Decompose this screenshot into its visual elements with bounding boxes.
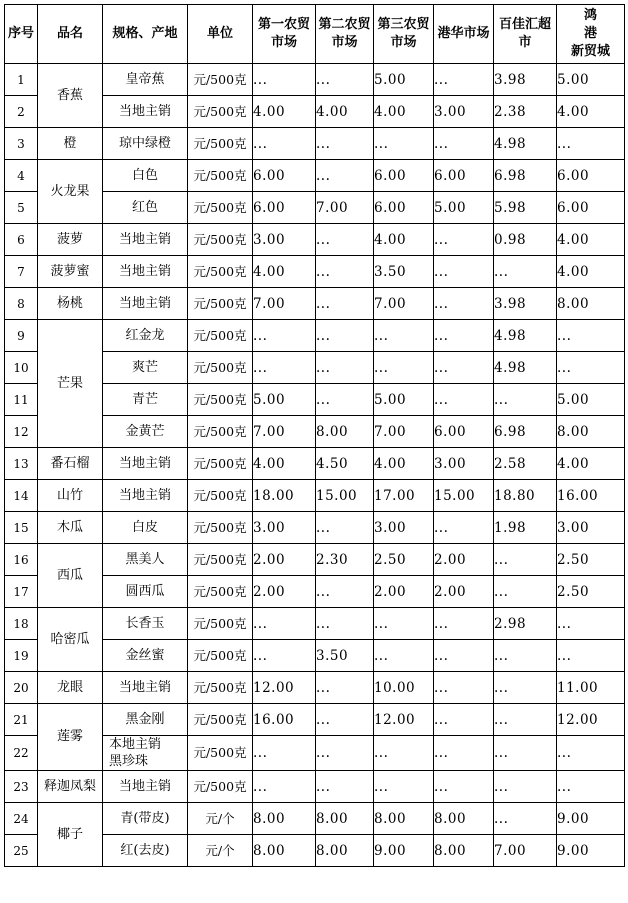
header-line: 市场	[331, 35, 358, 50]
price-market-1: 7.00	[253, 416, 316, 448]
row-spec: 当地主销	[103, 448, 188, 480]
table-row	[5, 803, 625, 835]
price-market-2: ...	[316, 288, 374, 320]
price-market-5: 18.80	[494, 480, 557, 512]
price-market-4: ...	[434, 256, 494, 288]
product-name: 龙眼	[38, 672, 103, 704]
header-market-4	[434, 5, 494, 64]
price-market-1: 8.00	[253, 803, 316, 835]
header-name: 品名	[38, 5, 103, 64]
price-market-1: ...	[253, 736, 316, 771]
table-row	[5, 704, 625, 736]
price-market-1: 2.00	[253, 576, 316, 608]
row-unit: 元/500克	[188, 224, 253, 256]
price-market-6: 3.00	[557, 512, 625, 544]
row-spec: 当地主销	[103, 480, 188, 512]
row-seq: 7	[5, 256, 38, 288]
price-market-3: 2.00	[374, 576, 434, 608]
row-unit: 元/500克	[188, 352, 253, 384]
row-unit: 元/500克	[188, 192, 253, 224]
price-market-5: 1.98	[494, 512, 557, 544]
price-market-5: 3.98	[494, 288, 557, 320]
price-market-4: ...	[434, 64, 494, 96]
price-market-6: 4.00	[557, 256, 625, 288]
row-unit: 元/500克	[188, 160, 253, 192]
price-market-5: 0.98	[494, 224, 557, 256]
price-market-1: ...	[253, 320, 316, 352]
price-market-1: 16.00	[253, 704, 316, 736]
product-name: 椰子	[38, 803, 103, 867]
price-market-3: 9.00	[374, 835, 434, 867]
row-seq: 17	[5, 576, 38, 608]
price-market-3: 2.50	[374, 544, 434, 576]
price-market-2: ...	[316, 384, 374, 416]
row-unit: 元/500克	[188, 576, 253, 608]
row-seq: 22	[5, 736, 38, 771]
price-market-3: 12.00	[374, 704, 434, 736]
price-market-5: 2.98	[494, 608, 557, 640]
row-spec: 爽芒	[103, 352, 188, 384]
table-row	[5, 128, 625, 160]
price-market-3: 4.00	[374, 96, 434, 128]
price-market-1: 5.00	[253, 384, 316, 416]
price-market-4: ...	[434, 352, 494, 384]
row-spec: 青芒	[103, 384, 188, 416]
table-row	[5, 771, 625, 803]
price-market-2: 8.00	[316, 803, 374, 835]
row-seq: 9	[5, 320, 38, 352]
header-market-5	[494, 5, 557, 64]
price-market-3: 10.00	[374, 672, 434, 704]
product-name: 莲雾	[38, 704, 103, 771]
header-line: 第三农贸	[377, 17, 430, 32]
price-market-3: ...	[374, 771, 434, 803]
header-unit: 单位	[188, 5, 253, 64]
header-market-1	[253, 5, 316, 64]
price-market-1: ...	[253, 128, 316, 160]
price-market-3: 7.00	[374, 288, 434, 320]
price-market-5: 5.98	[494, 192, 557, 224]
header-line: 鸿	[583, 8, 597, 23]
row-unit: 元/500克	[188, 640, 253, 672]
price-market-6: ...	[557, 128, 625, 160]
price-market-1: ...	[253, 352, 316, 384]
product-name: 芒果	[38, 320, 103, 448]
price-market-3: ...	[374, 352, 434, 384]
price-market-1: 18.00	[253, 480, 316, 512]
row-spec: 红(去皮)	[103, 835, 188, 867]
table-row	[5, 672, 625, 704]
price-market-1: 6.00	[253, 192, 316, 224]
price-market-2: ...	[316, 771, 374, 803]
price-market-3: 7.00	[374, 416, 434, 448]
price-market-4: 8.00	[434, 803, 494, 835]
price-market-3: 17.00	[374, 480, 434, 512]
price-market-2: ...	[316, 224, 374, 256]
product-name: 木瓜	[38, 512, 103, 544]
price-market-5: ...	[494, 704, 557, 736]
header-line: 百佳汇超	[498, 17, 551, 32]
row-seq: 12	[5, 416, 38, 448]
price-market-5: ...	[494, 576, 557, 608]
price-market-1: 12.00	[253, 672, 316, 704]
price-market-6: 6.00	[557, 160, 625, 192]
row-unit: 元/500克	[188, 512, 253, 544]
header-line: 港华市场	[437, 26, 490, 41]
header-spec: 规格、产地	[103, 5, 188, 64]
price-market-1: ...	[253, 640, 316, 672]
price-market-3: ...	[374, 736, 434, 771]
table-row	[5, 608, 625, 640]
price-market-4: 15.00	[434, 480, 494, 512]
price-market-2: ...	[316, 736, 374, 771]
price-market-6: 8.00	[557, 288, 625, 320]
price-market-6: ...	[557, 608, 625, 640]
row-seq: 20	[5, 672, 38, 704]
price-market-1: 8.00	[253, 835, 316, 867]
row-spec: 当地主销	[103, 288, 188, 320]
price-market-4: ...	[434, 224, 494, 256]
row-spec: 青(带皮)	[103, 803, 188, 835]
table-row	[5, 256, 625, 288]
price-market-4: ...	[434, 384, 494, 416]
price-market-2: 8.00	[316, 835, 374, 867]
price-market-6: ...	[557, 640, 625, 672]
product-name: 香蕉	[38, 64, 103, 128]
row-seq: 5	[5, 192, 38, 224]
row-unit: 元/个	[188, 803, 253, 835]
price-market-3: 4.00	[374, 448, 434, 480]
header-market-6	[557, 5, 625, 64]
price-market-1: 6.00	[253, 160, 316, 192]
header-seq: 序号	[5, 5, 38, 64]
row-unit: 元/500克	[188, 288, 253, 320]
price-market-2: 15.00	[316, 480, 374, 512]
price-market-2: 2.30	[316, 544, 374, 576]
price-market-2: ...	[316, 320, 374, 352]
row-spec: 长香玉	[103, 608, 188, 640]
price-table	[4, 4, 625, 867]
header-row	[5, 5, 625, 64]
row-unit: 元/500克	[188, 320, 253, 352]
row-seq: 2	[5, 96, 38, 128]
product-name: 火龙果	[38, 160, 103, 224]
row-seq: 15	[5, 512, 38, 544]
price-market-4: 2.00	[434, 576, 494, 608]
price-market-4: ...	[434, 640, 494, 672]
row-unit: 元/500克	[188, 771, 253, 803]
price-market-6: ...	[557, 736, 625, 771]
row-spec: 当地主销	[103, 224, 188, 256]
table-row	[5, 224, 625, 256]
price-market-3: 6.00	[374, 192, 434, 224]
product-name: 菠萝蜜	[38, 256, 103, 288]
price-market-4: ...	[434, 672, 494, 704]
row-spec: 红色	[103, 192, 188, 224]
price-market-3: 6.00	[374, 160, 434, 192]
row-spec: 当地主销	[103, 256, 188, 288]
price-market-2: 4.50	[316, 448, 374, 480]
row-spec: 金黄芒	[103, 416, 188, 448]
price-market-5: 6.98	[494, 160, 557, 192]
price-market-4: ...	[434, 704, 494, 736]
price-market-6: ...	[557, 320, 625, 352]
price-market-3: ...	[374, 640, 434, 672]
product-name: 橙	[38, 128, 103, 160]
price-market-6: 4.00	[557, 448, 625, 480]
price-market-5: 2.58	[494, 448, 557, 480]
price-market-4: ...	[434, 608, 494, 640]
price-market-3: 3.00	[374, 512, 434, 544]
row-unit: 元/个	[188, 835, 253, 867]
price-market-1: ...	[253, 608, 316, 640]
price-market-4: 6.00	[434, 416, 494, 448]
price-market-4: 2.00	[434, 544, 494, 576]
product-name: 释迦凤梨	[38, 771, 103, 803]
price-market-6: 12.00	[557, 704, 625, 736]
price-market-4: ...	[434, 320, 494, 352]
price-market-5: 2.38	[494, 96, 557, 128]
price-market-3: 5.00	[374, 64, 434, 96]
price-market-2: ...	[316, 64, 374, 96]
row-seq: 1	[5, 64, 38, 96]
price-market-2: ...	[316, 576, 374, 608]
row-unit: 元/500克	[188, 544, 253, 576]
header-line: 市场	[390, 35, 417, 50]
price-market-5: 7.00	[494, 835, 557, 867]
table-row	[5, 288, 625, 320]
price-market-6: 9.00	[557, 803, 625, 835]
price-market-1: 4.00	[253, 256, 316, 288]
row-seq: 6	[5, 224, 38, 256]
row-spec: 本地主销 黑珍珠	[103, 736, 188, 771]
row-unit: 元/500克	[188, 128, 253, 160]
price-market-5: ...	[494, 544, 557, 576]
table-row	[5, 320, 625, 352]
row-spec: 红金龙	[103, 320, 188, 352]
row-unit: 元/500克	[188, 64, 253, 96]
row-seq: 19	[5, 640, 38, 672]
row-unit: 元/500克	[188, 448, 253, 480]
price-market-1: 2.00	[253, 544, 316, 576]
row-spec: 白色	[103, 160, 188, 192]
price-market-3: 4.00	[374, 224, 434, 256]
header-line: 市场	[270, 35, 297, 50]
header-market-2	[316, 5, 374, 64]
row-spec: 黑金刚	[103, 704, 188, 736]
price-market-4: ...	[434, 736, 494, 771]
price-market-2: ...	[316, 160, 374, 192]
table-row	[5, 160, 625, 192]
price-market-6: 2.50	[557, 576, 625, 608]
table-row	[5, 544, 625, 576]
price-market-4: 3.00	[434, 96, 494, 128]
price-market-3: ...	[374, 608, 434, 640]
price-market-1: 3.00	[253, 224, 316, 256]
price-market-6: 8.00	[557, 416, 625, 448]
price-market-4: 5.00	[434, 192, 494, 224]
row-unit: 元/500克	[188, 256, 253, 288]
price-market-5: ...	[494, 803, 557, 835]
price-market-4: ...	[434, 771, 494, 803]
product-name: 菠萝	[38, 224, 103, 256]
table-row	[5, 448, 625, 480]
header-line: 第二农贸	[318, 17, 371, 32]
product-name: 山竹	[38, 480, 103, 512]
price-market-6: 5.00	[557, 64, 625, 96]
row-spec: 当地主销	[103, 771, 188, 803]
row-unit: 元/500克	[188, 96, 253, 128]
price-market-6: 5.00	[557, 384, 625, 416]
price-market-4: 6.00	[434, 160, 494, 192]
price-market-6: ...	[557, 352, 625, 384]
row-unit: 元/500克	[188, 384, 253, 416]
product-name: 哈密瓜	[38, 608, 103, 672]
price-market-5: 4.98	[494, 352, 557, 384]
price-market-1: 7.00	[253, 288, 316, 320]
price-market-3: 3.50	[374, 256, 434, 288]
price-market-2: 8.00	[316, 416, 374, 448]
product-name: 杨桃	[38, 288, 103, 320]
header-line: 第一农贸	[257, 17, 310, 32]
product-name: 番石榴	[38, 448, 103, 480]
price-market-4: ...	[434, 288, 494, 320]
row-seq: 23	[5, 771, 38, 803]
row-seq: 8	[5, 288, 38, 320]
row-seq: 21	[5, 704, 38, 736]
price-market-1: 4.00	[253, 448, 316, 480]
price-market-1: ...	[253, 64, 316, 96]
row-seq: 13	[5, 448, 38, 480]
row-seq: 3	[5, 128, 38, 160]
row-spec: 白皮	[103, 512, 188, 544]
header-line: 新贸城	[570, 44, 610, 59]
header-line: 市	[518, 35, 532, 50]
price-market-3: 8.00	[374, 803, 434, 835]
price-market-2: ...	[316, 704, 374, 736]
price-market-6: 6.00	[557, 192, 625, 224]
price-market-4: 8.00	[434, 835, 494, 867]
row-spec: 琼中绿橙	[103, 128, 188, 160]
price-market-6: 11.00	[557, 672, 625, 704]
row-seq: 4	[5, 160, 38, 192]
row-spec: 当地主销	[103, 672, 188, 704]
price-market-3: ...	[374, 128, 434, 160]
table-row	[5, 64, 625, 96]
price-market-6: 16.00	[557, 480, 625, 512]
row-unit: 元/500克	[188, 704, 253, 736]
price-market-1: ...	[253, 771, 316, 803]
price-market-5: ...	[494, 672, 557, 704]
header-market-3	[374, 5, 434, 64]
price-market-5: ...	[494, 256, 557, 288]
row-seq: 16	[5, 544, 38, 576]
row-unit: 元/500克	[188, 480, 253, 512]
price-market-5: ...	[494, 771, 557, 803]
price-market-2: 3.50	[316, 640, 374, 672]
table-row	[5, 512, 625, 544]
price-market-1: 3.00	[253, 512, 316, 544]
price-market-2: 7.00	[316, 192, 374, 224]
price-market-2: 4.00	[316, 96, 374, 128]
row-unit: 元/500克	[188, 416, 253, 448]
price-market-5: 4.98	[494, 320, 557, 352]
table-body	[5, 64, 625, 867]
price-market-2: ...	[316, 352, 374, 384]
price-market-2: ...	[316, 128, 374, 160]
price-market-4: 3.00	[434, 448, 494, 480]
price-market-6: 4.00	[557, 96, 625, 128]
price-market-1: 4.00	[253, 96, 316, 128]
product-name: 西瓜	[38, 544, 103, 608]
table-row	[5, 480, 625, 512]
row-unit: 元/500克	[188, 672, 253, 704]
row-spec: 金丝蜜	[103, 640, 188, 672]
row-seq: 24	[5, 803, 38, 835]
header-line: 港	[583, 26, 597, 41]
price-market-5: ...	[494, 736, 557, 771]
price-market-4: ...	[434, 128, 494, 160]
price-market-2: ...	[316, 512, 374, 544]
row-unit: 元/500克	[188, 608, 253, 640]
row-spec: 当地主销	[103, 96, 188, 128]
price-market-5: ...	[494, 640, 557, 672]
row-seq: 10	[5, 352, 38, 384]
price-market-5: 6.98	[494, 416, 557, 448]
price-market-3: ...	[374, 320, 434, 352]
price-market-5: 3.98	[494, 64, 557, 96]
price-market-6: 9.00	[557, 835, 625, 867]
price-market-6: ...	[557, 771, 625, 803]
row-spec: 圆西瓜	[103, 576, 188, 608]
price-market-5: 4.98	[494, 128, 557, 160]
price-market-5: ...	[494, 384, 557, 416]
row-seq: 25	[5, 835, 38, 867]
price-market-2: ...	[316, 256, 374, 288]
row-seq: 14	[5, 480, 38, 512]
row-spec: 皇帝蕉	[103, 64, 188, 96]
price-market-2: ...	[316, 672, 374, 704]
row-spec: 黑美人	[103, 544, 188, 576]
price-market-4: ...	[434, 512, 494, 544]
price-market-6: 2.50	[557, 544, 625, 576]
price-market-6: 4.00	[557, 224, 625, 256]
row-seq: 18	[5, 608, 38, 640]
price-market-3: 5.00	[374, 384, 434, 416]
row-unit: 元/500克	[188, 736, 253, 771]
price-market-2: ...	[316, 608, 374, 640]
row-seq: 11	[5, 384, 38, 416]
